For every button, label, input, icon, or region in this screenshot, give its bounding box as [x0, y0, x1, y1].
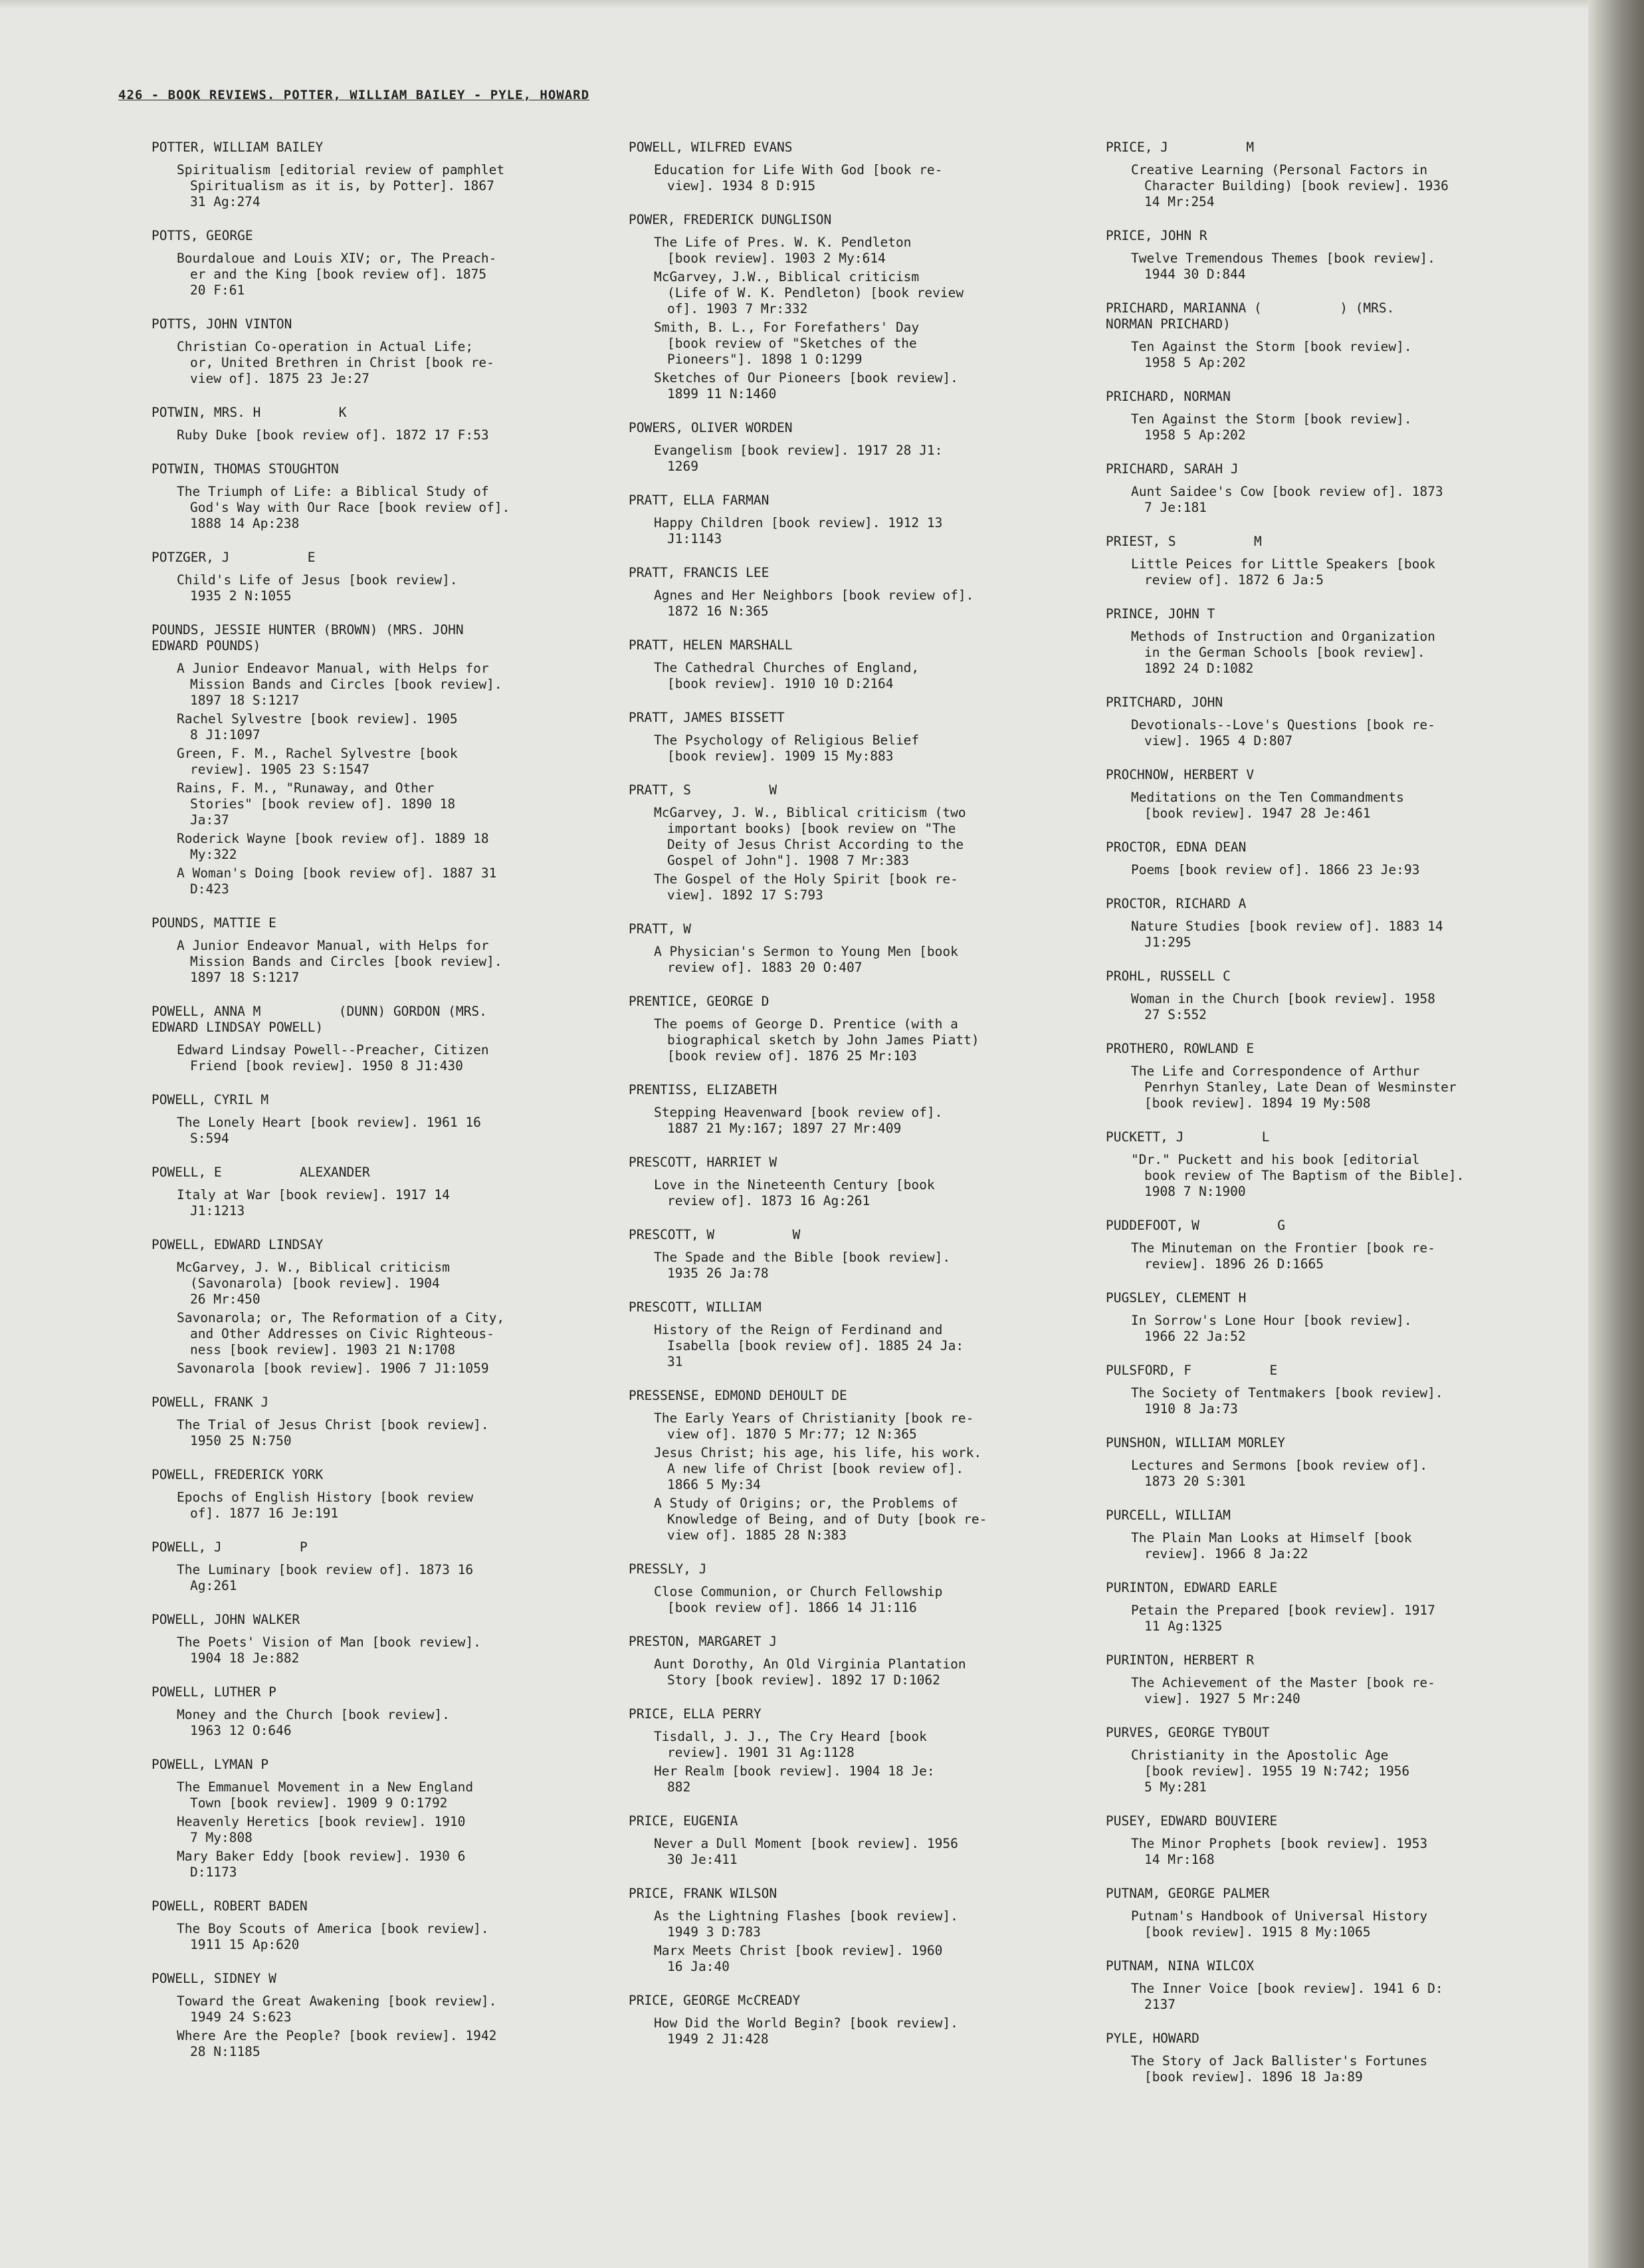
citation: As the Lightning Flashes [book review]. 1949 3 D:783 — [654, 1908, 958, 1940]
citation: Jesus Christ; his age, his life, his work. A new life of Christ [book review of]. 1866 5 My:34 — [654, 1445, 982, 1492]
author-heading: PUNSHON, WILLIAM MORLEY — [1106, 1435, 1286, 1450]
author-heading: POWER, FREDERICK DUNGLISON — [629, 212, 832, 227]
citation: Twelve Tremendous Themes [book review]. 1944 30 D:844 — [1131, 251, 1435, 282]
citation: Money and the Church [book review]. 1963 12 O:646 — [177, 1707, 450, 1738]
author-heading: PRINCE, JOHN T — [1106, 606, 1215, 622]
author-heading: PUTNAM, NINA WILCOX — [1106, 1958, 1255, 1974]
index-entry — [1106, 2031, 1571, 2085]
author-heading: POWERS, OLIVER WORDEN — [629, 420, 793, 435]
index-entry — [152, 1467, 617, 1522]
index-entry — [1106, 606, 1571, 677]
index-entry — [1106, 300, 1571, 371]
author-heading: POUNDS, JESSIE HUNTER (BROWN) (MRS. JOHN EDWARD POUNDS) — [152, 622, 464, 653]
index-entry — [1106, 1580, 1571, 1635]
author-heading: POWELL, FREDERICK YORK — [152, 1467, 324, 1482]
author-heading: PRATT, S W — [629, 782, 777, 798]
citation: Aunt Dorothy, An Old Virginia Plantation Story [book review]. 1892 17 D:1062 — [654, 1656, 966, 1688]
citation: A Study of Origins; or, the Problems of Knowledge of Being, and of Duty [book re- view of]. 1885 28 N:383 — [654, 1496, 987, 1543]
citation: Bourdaloue and Louis XIV; or, The Preach- er and the King [book review of]. 1875 20 F:61 — [177, 251, 497, 298]
citation: Tisdall, J. J., The Cry Heard [book review]. 1901 31 Ag:1128 — [654, 1729, 927, 1760]
index-entry — [629, 212, 1094, 402]
index-entry — [1106, 1363, 1571, 1417]
citation: The Poets' Vision of Man [book review]. 1904 18 Je:882 — [177, 1635, 481, 1666]
citation: The Society of Tentmakers [book review]. 1910 8 Ja:73 — [1131, 1385, 1443, 1417]
index-entry — [152, 228, 617, 298]
index-entry — [1106, 1886, 1571, 1940]
citation: Italy at War [book review]. 1917 14 J1:1213 — [177, 1187, 450, 1218]
index-entry — [152, 316, 617, 387]
citation: Petain the Prepared [book review]. 1917 11 Ag:1325 — [1131, 1603, 1435, 1634]
index-entry — [1106, 767, 1571, 822]
index-entry — [629, 140, 1094, 194]
citation: Devotionals--Love's Questions [book re- view]. 1965 4 D:807 — [1131, 717, 1435, 748]
index-entry — [629, 1813, 1094, 1868]
index-entry — [1106, 228, 1571, 283]
author-heading: PRITCHARD, JOHN — [1106, 695, 1223, 710]
author-heading: POTWIN, THOMAS STOUGHTON — [152, 461, 339, 477]
author-heading: POWELL, JOHN WALKER — [152, 1612, 300, 1627]
index-entry — [629, 1561, 1094, 1616]
citation: Where Are the People? [book review]. 1942 28 N:1185 — [177, 2028, 497, 2059]
index-entry — [152, 1898, 617, 1953]
citation: Christian Co-operation in Actual Life; or, United Brethren in Christ [book re- view of]. 1875 23 Je:27 — [177, 339, 494, 386]
author-heading: PROTHERO, ROWLAND E — [1106, 1041, 1255, 1056]
citation: Epochs of English History [book review of]. 1877 16 Je:191 — [177, 1490, 474, 1521]
index-entry — [629, 493, 1094, 547]
index-entry — [152, 1395, 617, 1449]
page-header: 426 - BOOK REVIEWS. POTTER, WILLIAM BAILEY - PYLE, HOWARD — [118, 88, 590, 102]
citation: Little Peices for Little Speakers [book review of]. 1872 6 Ja:5 — [1131, 556, 1435, 588]
citation: Roderick Wayne [book review of]. 1889 18 My:322 — [177, 831, 489, 862]
index-entry — [1106, 968, 1571, 1023]
binding-shadow — [1588, 0, 1644, 2268]
index-entry — [1106, 1218, 1571, 1272]
citation: McGarvey, J.W., Biblical criticism (Life of W. K. Pendleton) [book review of]. 1903 7 Mr:332 — [654, 269, 964, 316]
author-heading: PUGSLEY, CLEMENT H — [1106, 1290, 1247, 1305]
author-heading: PRATT, FRANCIS LEE — [629, 565, 770, 580]
citation: Edward Lindsay Powell--Preacher, Citizen Friend [book review]. 1950 8 J1:430 — [177, 1042, 489, 1074]
index-entry — [152, 405, 617, 443]
index-entry — [152, 915, 617, 986]
index-entry — [629, 1886, 1094, 1975]
author-heading: POWELL, SIDNEY W — [152, 1971, 276, 1986]
index-entry — [629, 420, 1094, 475]
citation: Child's Life of Jesus [book review]. 1935 2 N:1055 — [177, 572, 458, 604]
author-heading: POWELL, CYRIL M — [152, 1092, 269, 1107]
author-heading: PRESTON, MARGARET J — [629, 1634, 777, 1649]
citation: Toward the Great Awakening [book review]. 1949 24 S:623 — [177, 1993, 497, 2025]
citation: McGarvey, J. W., Biblical criticism (Savonarola) [book review]. 1904 26 Mr:450 — [177, 1260, 450, 1307]
citation: Agnes and Her Neighbors [book review of]. 1872 16 N:365 — [654, 588, 974, 619]
citation: McGarvey, J. W., Biblical criticism (two important books) [book review on "The Deity of Jesus Christ According to the Gospel of John"]. 1908 7 Mr:383 — [654, 805, 966, 868]
author-heading: POWELL, E ALEXANDER — [152, 1165, 370, 1180]
index-entry — [1106, 1041, 1571, 1111]
citation: Spiritualism [editorial review of pamphlet Spiritualism as it is, by Potter]. 1867 31 Ag:274 — [177, 162, 505, 209]
index-entry — [1106, 1725, 1571, 1795]
citation: The Spade and the Bible [book review]. 1935 26 Ja:78 — [654, 1250, 951, 1281]
author-heading: PRESCOTT, HARRIET W — [629, 1155, 777, 1170]
citation: A Physician's Sermon to Young Men [book review of]. 1883 20 O:407 — [654, 944, 958, 975]
index-entry — [152, 622, 617, 897]
author-heading: PULSFORD, F E — [1106, 1363, 1278, 1378]
citation: In Sorrow's Lone Hour [book review]. 1966 22 Ja:52 — [1131, 1313, 1412, 1344]
author-heading: PROCTOR, RICHARD A — [1106, 896, 1247, 911]
citation: The Boy Scouts of America [book review]. 1911 15 Ap:620 — [177, 1921, 489, 1952]
author-heading: PRICE, FRANK WILSON — [629, 1886, 777, 1901]
citation: Sketches of Our Pioneers [book review]. 1899 11 N:1460 — [654, 370, 958, 401]
citation: Savonarola [book review]. 1906 7 J1:1059 — [177, 1361, 489, 1376]
index-entry — [629, 1227, 1094, 1282]
author-heading: PRESSLY, J — [629, 1561, 707, 1577]
index-entry — [1106, 840, 1571, 878]
author-heading: PROHL, RUSSELL C — [1106, 968, 1231, 984]
index-entry — [629, 1706, 1094, 1795]
index-entry — [629, 565, 1094, 620]
citation: The Story of Jack Ballister's Fortunes [book review]. 1896 18 Ja:89 — [1131, 2053, 1428, 2085]
author-heading: PURCELL, WILLIAM — [1106, 1508, 1231, 1523]
index-entry — [1106, 534, 1571, 588]
index-entry — [1106, 1508, 1571, 1562]
index-entry — [1106, 1652, 1571, 1707]
index-entry — [1106, 896, 1571, 951]
author-heading: POWELL, LYMAN P — [152, 1757, 269, 1772]
author-heading: PRATT, HELEN MARSHALL — [629, 637, 793, 653]
citation: History of the Reign of Ferdinand and Isabella [book review of]. 1885 24 Ja: 31 — [654, 1322, 964, 1369]
citation: Stepping Heavenward [book review of]. 1887 21 My:167; 1897 27 Mr:409 — [654, 1105, 943, 1136]
index-entry — [629, 637, 1094, 692]
citation: Smith, B. L., For Forefathers' Day [book review of "Sketches of the Pioneers"]. 1898 1 O:1299 — [654, 320, 920, 367]
author-heading: POTTER, WILLIAM BAILEY — [152, 140, 324, 155]
author-heading: POWELL, LUTHER P — [152, 1684, 276, 1700]
citation: The Plain Man Looks at Himself [book review]. 1966 8 Ja:22 — [1131, 1530, 1412, 1561]
author-heading: PRICHARD, NORMAN — [1106, 389, 1231, 404]
citation: Ten Against the Storm [book review]. 1958 5 Ap:202 — [1131, 339, 1412, 370]
author-heading: PUSEY, EDWARD BOUVIERE — [1106, 1813, 1278, 1829]
citation: Lectures and Sermons [book review of]. 1873 20 S:301 — [1131, 1458, 1428, 1489]
citation: The Life and Correspondence of Arthur Penrhyn Stanley, Late Dean of Wesminster [book review]. 1894 19 My:508 — [1131, 1064, 1457, 1111]
citation: A Woman's Doing [book review of]. 1887 31 D:423 — [177, 865, 497, 897]
citation: The Cathedral Churches of England, [book review]. 1910 10 D:2164 — [654, 660, 920, 691]
citation: Ten Against the Storm [book review]. 1958 5 Ap:202 — [1131, 411, 1412, 443]
index-entry — [152, 1757, 617, 1880]
author-heading: POWELL, ROBERT BADEN — [152, 1898, 308, 1914]
index-entry — [629, 1082, 1094, 1137]
citation: The Early Years of Christianity [book re- view of]. 1870 5 Mr:77; 12 N:365 — [654, 1411, 974, 1442]
citation: Poems [book review of]. 1866 23 Je:93 — [1131, 862, 1420, 877]
index-entry — [1106, 1290, 1571, 1345]
index-entry — [629, 1155, 1094, 1209]
author-heading: POTTS, GEORGE — [152, 228, 253, 243]
index-entry — [629, 1993, 1094, 2047]
citation: Mary Baker Eddy [book review]. 1930 6 D:1173 — [177, 1849, 466, 1880]
index-entry — [1106, 461, 1571, 516]
citation: The poems of George D. Prentice (with a biographical sketch by John James Piatt) [book review of]. 1876 25 Mr:103 — [654, 1016, 979, 1064]
citation: The Emmanuel Movement in a New England Town [book review]. 1909 9 O:1792 — [177, 1779, 474, 1811]
citation: Green, F. M., Rachel Sylvestre [book review]. 1905 23 S:1547 — [177, 746, 458, 777]
index-entry — [629, 782, 1094, 903]
author-heading: POTWIN, MRS. H K — [152, 405, 347, 420]
citation: The Lonely Heart [book review]. 1961 16 S:594 — [177, 1115, 481, 1146]
citation: Education for Life With God [book re- view]. 1934 8 D:915 — [654, 162, 943, 193]
author-heading: PUCKETT, J L — [1106, 1129, 1270, 1145]
index-entry — [1106, 1129, 1571, 1200]
index-entry — [629, 1634, 1094, 1688]
author-heading: PRICHARD, MARIANNA ( ) (MRS. NORMAN PRICHARD) — [1106, 300, 1395, 332]
citation: A Junior Endeavor Manual, with Helps for Mission Bands and Circles [book review]. 1897 18 S:1217 — [177, 661, 502, 708]
author-heading: PRENTISS, ELIZABETH — [629, 1082, 777, 1097]
index-entry — [152, 1539, 617, 1594]
author-heading: POWELL, EDWARD LINDSAY — [152, 1237, 324, 1252]
column-2 — [629, 140, 1094, 2065]
index-entry — [1106, 1958, 1571, 2013]
index-entry — [629, 1300, 1094, 1370]
citation: Love in the Nineteenth Century [book review of]. 1873 16 Ag:261 — [654, 1177, 935, 1208]
author-heading: POWELL, J P — [152, 1539, 308, 1555]
citation: The Inner Voice [book review]. 1941 6 D: 2137 — [1131, 1981, 1443, 2012]
index-entry — [152, 140, 617, 210]
author-heading: PRESCOTT, WILLIAM — [629, 1300, 762, 1315]
citation: Savonarola; or, The Reformation of a City, and Other Addresses on Civic Righteous- ness [book review]. 1903 21 N:1708 — [177, 1310, 505, 1357]
citation: Evangelism [book review]. 1917 28 J1: 1269 — [654, 443, 943, 474]
citation: The Luminary [book review of]. 1873 16 Ag:261 — [177, 1562, 474, 1593]
index-entry — [629, 710, 1094, 764]
citation: Aunt Saidee's Cow [book review of]. 1873 7 Je:181 — [1131, 484, 1443, 515]
citation: The Trial of Jesus Christ [book review]. 1950 25 N:750 — [177, 1417, 489, 1448]
author-heading: PRICE, J M — [1106, 140, 1255, 155]
author-heading: POTZGER, J E — [152, 550, 316, 565]
index-entry — [152, 550, 617, 604]
author-heading: PRATT, ELLA FARMAN — [629, 493, 770, 508]
author-heading: POUNDS, MATTIE E — [152, 915, 276, 931]
author-heading: PURINTON, EDWARD EARLE — [1106, 1580, 1278, 1595]
index-entry — [152, 1092, 617, 1147]
citation: Rains, F. M., "Runaway, and Other Stories" [book review of]. 1890 18 Ja:37 — [177, 780, 456, 828]
citation: Putnam's Handbook of Universal History [book review]. 1915 8 My:1065 — [1131, 1908, 1428, 1940]
citation: A Junior Endeavor Manual, with Helps for Mission Bands and Circles [book review]. 1897 18 S:1217 — [177, 938, 502, 985]
index-entry — [1106, 695, 1571, 749]
citation: Woman in the Church [book review]. 1958 27 S:552 — [1131, 991, 1435, 1022]
author-heading: PROCHNOW, HERBERT V — [1106, 767, 1255, 782]
index-entry — [152, 1004, 617, 1074]
citation: Never a Dull Moment [book review]. 1956 30 Je:411 — [654, 1836, 958, 1867]
index-entry — [629, 994, 1094, 1064]
citation: Creative Learning (Personal Factors in Character Building) [book review]. 1936 14 Mr:254 — [1131, 162, 1449, 209]
index-entry — [152, 1165, 617, 1219]
index-entry — [152, 461, 617, 532]
author-heading: PRICE, ELLA PERRY — [629, 1706, 762, 1722]
index-entry — [1106, 1435, 1571, 1490]
column-1 — [152, 140, 617, 2078]
citation: The Psychology of Religious Belief [book review]. 1909 15 My:883 — [654, 733, 920, 764]
author-heading: PRATT, W — [629, 921, 691, 937]
index-entry — [629, 921, 1094, 976]
author-heading: PRENTICE, GEORGE D — [629, 994, 770, 1009]
author-heading: POWELL, FRANK J — [152, 1395, 269, 1410]
index-entry — [152, 1971, 617, 2060]
author-heading: PRICE, JOHN R — [1106, 228, 1207, 243]
citation: The Achievement of the Master [book re- view]. 1927 5 Mr:240 — [1131, 1675, 1435, 1706]
column-3 — [1106, 140, 1571, 2103]
citation: Happy Children [book review]. 1912 13 J1:1143 — [654, 515, 943, 546]
citation: Meditations on the Ten Commandments [book review]. 1947 28 Je:461 — [1131, 790, 1404, 821]
citation: Methods of Instruction and Organization in the German Schools [book review]. 1892 24 D:1082 — [1131, 629, 1435, 676]
citation: Rachel Sylvestre [book review]. 1905 8 J1:1097 — [177, 711, 458, 742]
author-heading: PRATT, JAMES BISSETT — [629, 710, 785, 725]
author-heading: POWELL, ANNA M (DUNN) GORDON (MRS. EDWARD LINDSAY POWELL) — [152, 1004, 487, 1035]
author-heading: PRESSENSE, EDMOND DEHOULT DE — [629, 1388, 847, 1403]
citation: Nature Studies [book review of]. 1883 14 J1:295 — [1131, 919, 1443, 950]
citation: The Minuteman on the Frontier [book re- review]. 1896 26 D:1665 — [1131, 1240, 1435, 1272]
citation: The Minor Prophets [book review]. 1953 14 Mr:168 — [1131, 1836, 1428, 1867]
author-heading: PYLE, HOWARD — [1106, 2031, 1199, 2046]
page-top-edge — [0, 0, 1644, 9]
citation: Marx Meets Christ [book review]. 1960 16 Ja:40 — [654, 1943, 943, 1974]
author-heading: POWELL, WILFRED EVANS — [629, 140, 793, 155]
author-heading: PRICHARD, SARAH J — [1106, 461, 1239, 477]
author-heading: PROCTOR, EDNA DEAN — [1106, 840, 1247, 855]
author-heading: PRICE, EUGENIA — [629, 1813, 738, 1829]
citation: "Dr." Puckett and his book [editorial book review of The Baptism of the Bible]. 1908 7 N:1900 — [1131, 1152, 1465, 1199]
author-heading: POTTS, JOHN VINTON — [152, 316, 292, 332]
author-heading: PRESCOTT, W W — [629, 1227, 801, 1242]
author-heading: PUDDEFOOT, W G — [1106, 1218, 1286, 1233]
citation: Her Realm [book review]. 1904 18 Je: 882 — [654, 1763, 935, 1795]
citation: The Gospel of the Holy Spirit [book re- view]. 1892 17 S:793 — [654, 871, 958, 903]
citation: The Life of Pres. W. K. Pendleton [book review]. 1903 2 My:614 — [654, 235, 912, 266]
index-entry — [629, 1388, 1094, 1543]
citation: Ruby Duke [book review of]. 1872 17 F:53 — [177, 427, 489, 443]
citation: Heavenly Heretics [book review]. 1910 7 My:808 — [177, 1814, 466, 1845]
index-entry — [1106, 389, 1571, 443]
author-heading: PURVES, GEORGE TYBOUT — [1106, 1725, 1270, 1740]
index-entry — [152, 1684, 617, 1739]
citation: The Triumph of Life: a Biblical Study of God's Way with Our Race [book review of]. 1888 14 Ap:238 — [177, 484, 510, 531]
index-entry — [1106, 1813, 1571, 1868]
citation: How Did the World Begin? [book review]. 1949 2 J1:428 — [654, 2015, 958, 2047]
citation: Close Communion, or Church Fellowship [book review of]. 1866 14 J1:116 — [654, 1584, 943, 1615]
author-heading: PRICE, GEORGE McCREADY — [629, 1993, 801, 2008]
index-entry — [152, 1612, 617, 1666]
index-entry — [1106, 140, 1571, 210]
index-entry — [152, 1237, 617, 1377]
author-heading: PRIEST, S M — [1106, 534, 1262, 549]
author-heading: PUTNAM, GEORGE PALMER — [1106, 1886, 1270, 1901]
citation: Christianity in the Apostolic Age [book review]. 1955 19 N:742; 1956 5 My:281 — [1131, 1748, 1410, 1795]
author-heading: PURINTON, HERBERT R — [1106, 1652, 1255, 1668]
